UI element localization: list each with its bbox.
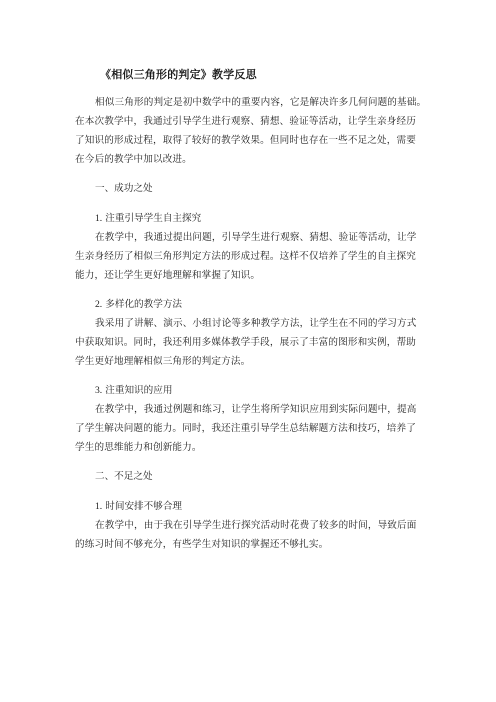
document-title: 《相似三角形的判定》教学反思	[100, 68, 257, 81]
intro-line: 在今后的教学中加以改进。	[75, 154, 192, 165]
intro-line: 了知识的形成过程，取得了较好的教学效果。但同时也存在一些不足之处，需要	[75, 135, 417, 146]
subsection-title: 时间安排不够合理	[105, 501, 183, 512]
body-line: 中获取知识。同时，我还利用多媒体教学手段，展示了丰富的图形和实例，帮助	[75, 337, 417, 348]
section-heading: 一、成功之处	[95, 183, 153, 194]
body-line: 在教学中，我通过提出问题，引导学生进行观察、猜想、验证等活动，让学	[95, 232, 417, 243]
body-line: 在教学中，我通过例题和练习，让学生将所学知识应用到实际问题中，提高	[95, 404, 417, 415]
body-line: 的练习时间不够充分，有些学生对知识的掌握还不够扎实。	[75, 539, 329, 550]
intro-line: 相似三角形的判定是初中数学中的重要内容，它是解决许多几何问题的基础。	[95, 97, 427, 108]
body-line: 学生更好地理解相似三角形的判定方法。	[75, 356, 251, 367]
subsection-number: 1.	[95, 213, 103, 224]
subsection-number: 1.	[95, 501, 103, 512]
subsection-heading	[95, 385, 172, 397]
subsection-heading	[95, 501, 182, 513]
subsection-heading	[95, 213, 201, 225]
subsection-title: 注重引导学生自主探究	[105, 213, 202, 224]
body-line: 能力，还让学生更好地理解和掌握了知识。	[75, 270, 261, 281]
section-heading: 二、不足之处	[95, 471, 153, 482]
body-line: 在教学中，由于我在引导学生进行探究活动时花费了较多的时间，导致后面	[95, 520, 417, 531]
subsection-title: 多样化的教学方法	[105, 299, 183, 310]
subsection-heading	[95, 299, 182, 311]
subsection-title: 注重知识的应用	[105, 385, 173, 396]
intro-line: 在本次教学中，我通过引导学生进行观察、猜想、验证等活动，让学生亲身经历	[75, 116, 417, 127]
body-line: 我采用了讲解、演示、小组讨论等多种教学方法，让学生在不同的学习方式	[95, 318, 417, 329]
body-line: 学生的思维能力和创新能力。	[75, 442, 202, 453]
subsection-number: 2.	[95, 299, 103, 310]
body-line: 生亲身经历了相似三角形判定方法的形成过程。这样不仅培养了学生的自主探究	[75, 251, 417, 262]
subsection-number: 3.	[95, 385, 103, 396]
body-line: 了学生解决问题的能力。同时，我还注重引导学生总结解题方法和技巧，培养了	[75, 423, 417, 434]
